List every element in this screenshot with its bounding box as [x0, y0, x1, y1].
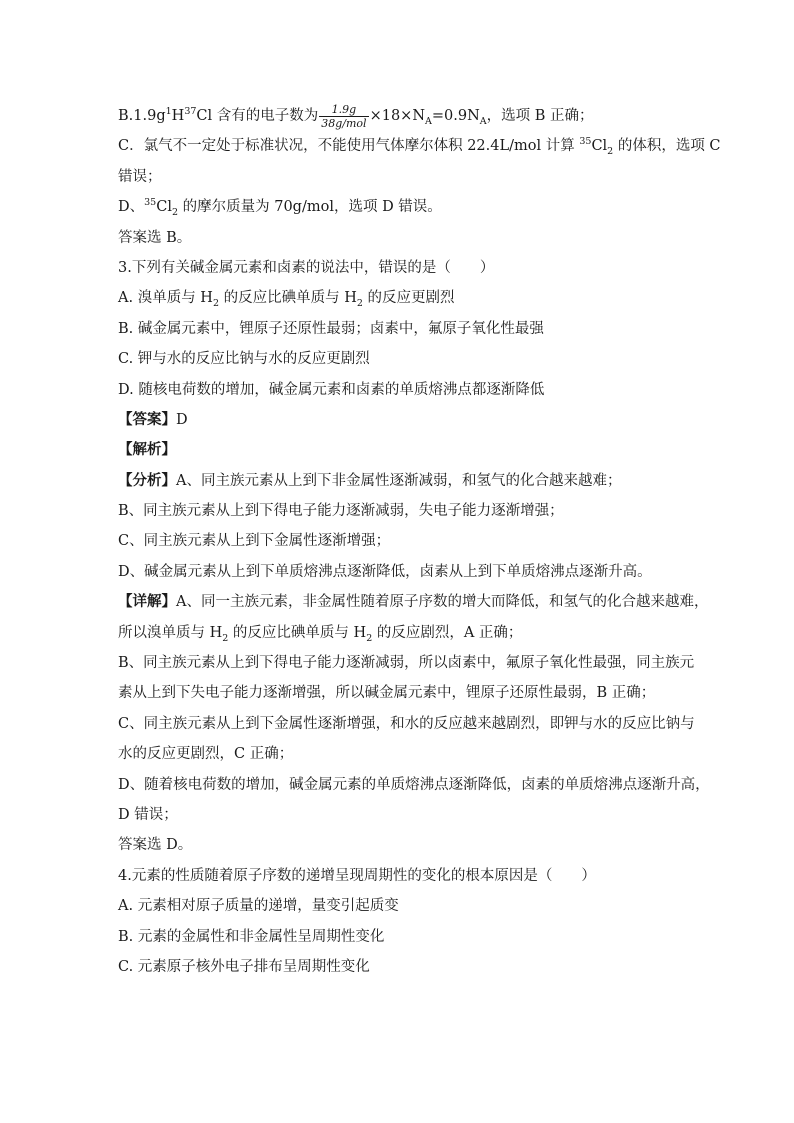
superscript: 35 — [144, 197, 157, 209]
analysis-line — [118, 466, 678, 496]
option-c-explanation — [118, 131, 721, 161]
subscript: 2 — [607, 146, 614, 158]
text: 的反应剧烈，A 正确； — [372, 624, 523, 641]
text: Cl — [156, 199, 172, 216]
subscript: 2 — [212, 298, 219, 310]
fraction-numerator: 1.9g — [319, 103, 368, 117]
text: Cl 含有的电子数为 — [196, 108, 319, 124]
section-tag: 【答案】 — [118, 410, 176, 428]
answer-line: 答案选 B。 — [118, 229, 192, 246]
analysis-line: B、同主族元素从上到下得电子能力逐渐减弱，失电子能力逐渐增强； — [118, 503, 564, 520]
text: A. 溴单质与 H — [118, 290, 213, 307]
question-3-option-a — [118, 283, 678, 313]
detail-line: 素从上到下失电子能力逐渐增强，所以碱金属元素中，锂原子还原性最弱，B 正确； — [118, 685, 656, 702]
subscript: A — [479, 115, 487, 127]
text: 的反应比碘单质与 H — [228, 624, 367, 641]
section-tag: 【解析】 — [118, 441, 176, 459]
text: =0.9N — [431, 108, 480, 124]
text: B.1.9g — [118, 108, 166, 124]
superscript: 1 — [165, 106, 172, 118]
subscript: 2 — [171, 207, 179, 219]
subscript: 2 — [356, 298, 363, 310]
document-body — [118, 101, 721, 982]
detail-line: D 错误； — [118, 806, 178, 823]
text: H — [171, 108, 185, 124]
text: 的反应比碘单质与 H — [219, 290, 357, 307]
text: 所以溴单质与 H — [118, 624, 223, 641]
question-3-stem: 3.下列有关碱金属元素和卤素的说法中，错误的是（ ） — [118, 259, 495, 276]
question-3-option-c: C. 钾与水的反应比钠与水的反应更剧烈 — [118, 351, 370, 368]
answer-section — [118, 405, 678, 435]
detail-line: D、随着核电荷数的增加，碱金属元素的单质熔沸点逐渐降低，卤素的单质熔沸点逐渐升高， — [118, 776, 710, 793]
subscript: 2 — [222, 632, 229, 644]
detail-line: 水的反应更剧烈，C 正确； — [118, 746, 294, 763]
subscript: 2 — [366, 632, 373, 644]
text: ×18×N — [369, 108, 426, 124]
detail-line: C、同主族元素从上到下金属性逐渐增强，和水的反应越来越剧烈，即钾与水的反应比钠与 — [118, 715, 695, 732]
text: C．氯气不一定处于标准状况，不能使用气体摩尔体积 22.4L/mol 计算 — [118, 138, 580, 155]
detail-line — [118, 587, 709, 617]
question-3-option-b: B. 碱金属元素中，锂原子还原性最弱；卤素中，氟原子氧化性最强 — [118, 320, 544, 337]
text: A、同主族元素从上到下非金属性逐渐减弱，和氢气的化合越来越难； — [176, 472, 622, 489]
superscript: 37 — [184, 106, 197, 118]
question-4-stem: 4.元素的性质随着原子序数的递增呈现周期性的变化的根本原因是（ ） — [118, 867, 596, 884]
subscript: A — [425, 115, 432, 127]
superscript: 35 — [579, 136, 592, 148]
text: D、 — [118, 199, 145, 216]
question-4-option-c: C. 元素原子核外电子排布呈周期性变化 — [118, 958, 370, 975]
answer-line: 答案选 D。 — [118, 837, 193, 854]
analysis-line: C、同主族元素从上到下金属性逐渐增强； — [118, 533, 391, 550]
analysis-section — [118, 435, 678, 465]
fraction-denominator: 38g/mol — [321, 116, 367, 130]
question-3-option-d: D. 随核电荷数的增加，碱金属元素和卤素的单质熔沸点都逐渐降低 — [118, 381, 545, 398]
text: 的摩尔质量为 70g/mol，选项 D 错误。 — [178, 199, 442, 216]
option-b-explanation — [118, 101, 678, 131]
question-4-option-b: B. 元素的金属性和非金属性呈周期性变化 — [118, 928, 385, 945]
section-tag: 【分析】 — [118, 471, 176, 489]
option-d-explanation — [118, 192, 678, 222]
question-4-option-a: A. 元素相对原子质量的递增，量变引起质变 — [118, 898, 399, 915]
section-tag: 【详解】 — [118, 593, 176, 611]
text: ，选项 B 正确； — [486, 108, 594, 124]
text-line: 错误； — [118, 168, 162, 185]
text: Cl — [591, 138, 608, 155]
detail-line — [118, 618, 678, 648]
text: 的反应更剧烈 — [362, 290, 455, 307]
text: A、同一主族元素，非金属性随着原子序数的增大而降低，和氢气的化合越来越难， — [176, 594, 709, 611]
analysis-line: D、碱金属元素从上到下单质熔沸点逐渐降低，卤素从上到下单质熔沸点逐渐升高。 — [118, 563, 652, 580]
text: D — [176, 411, 188, 428]
text: 的体积，选项 C — [613, 138, 721, 155]
fraction — [319, 103, 368, 130]
detail-line: B、同主族元素从上到下得电子能力逐渐减弱，所以卤素中，氟原子氧化性最强，同主族元 — [118, 655, 695, 672]
